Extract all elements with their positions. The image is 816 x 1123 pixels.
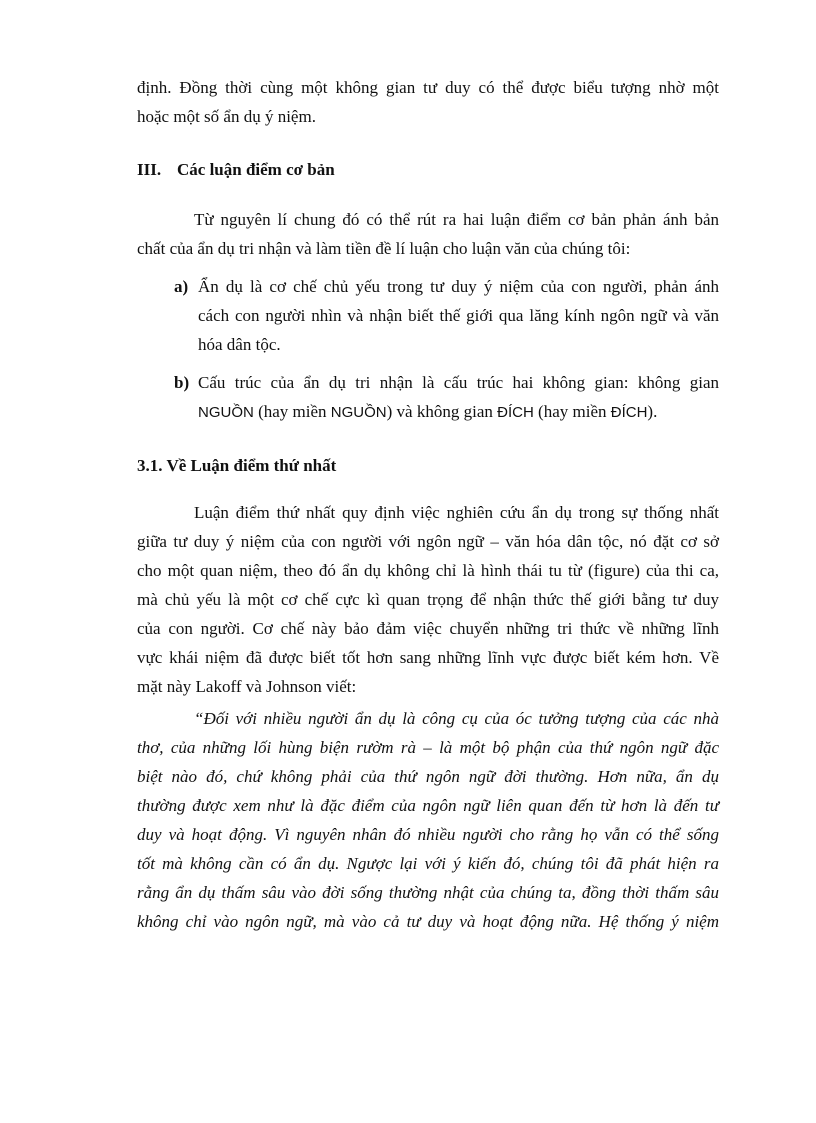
target-term: ĐÍCH	[497, 404, 534, 421]
paragraph	[137, 498, 719, 701]
paragraph	[137, 205, 719, 263]
text-line: định. Đồng thời cùng một không gian tư duy có thể được biểu tượng nhờ một	[137, 78, 719, 97]
text-line: tốt mà không cần có ẩn dụ. Ngược lại với ý kiến đó, chúng tôi đã phát hiện ra	[137, 854, 719, 873]
section-heading	[137, 158, 335, 182]
text-line: biệt nào đó, chứ không phải của thứ ngôn ngữ đời thường. Hơn nữa, ẩn dụ	[137, 767, 719, 786]
text-line: Từ nguyên lí chung đó có thể rút ra hai luận điểm cơ bản phản ánh bản	[194, 210, 719, 229]
section-title: Các luận điểm cơ bản	[177, 160, 335, 179]
text-line: cho một quan niệm, theo đó ẩn dụ không chỉ là hình thái tu từ (figure) của thi ca,	[137, 561, 719, 580]
text-line: Cấu trúc của ẩn dụ tri nhận là cấu trúc hai không gian: không gian	[198, 373, 719, 392]
list-marker: b)	[174, 373, 190, 392]
list-item	[174, 272, 719, 359]
intro-paragraph	[137, 73, 719, 131]
text-line: cách con người nhìn và nhận biết thế giới qua lăng kính ngôn ngữ và văn	[198, 306, 719, 325]
text-line: NGUỒN (hay miền NGUỒN) và không gian ĐÍCH (hay miền ĐÍCH).	[198, 402, 658, 421]
text-line: của con người. Cơ chế này bảo đảm việc chuyển những tri thức về những lĩnh	[137, 619, 719, 638]
text-line: rằng ẩn dụ thấm sâu vào đời sống thường nhật của chúng ta, đồng thời thấm sâu	[137, 883, 719, 902]
text-line: duy và hoạt động. Vì nguyên nhân đó nhiều người cho rằng họ vẫn có thể sống	[137, 825, 719, 844]
text-line: hoặc một số ẩn dụ ý niệm.	[137, 107, 316, 126]
text-line: mặt này Lakoff và Johnson viết:	[137, 677, 357, 696]
text-line: không chỉ vào ngôn ngữ, mà vào cả tư duy và hoạt động nữa. Hệ thống ý niệm	[137, 912, 719, 931]
subsection-heading: 3.1. Về Luận điểm thứ nhất	[137, 456, 337, 475]
text-line: Ẩn dụ là cơ chế chủ yếu trong tư duy ý niệm của con người, phản ánh	[198, 277, 719, 296]
list-marker: a)	[174, 277, 189, 296]
target-term: ĐÍCH	[610, 404, 648, 421]
list-item	[174, 368, 719, 427]
text-line: Luận điểm thứ nhất quy định việc nghiên cứu ẩn dụ trong sự thống nhất	[194, 503, 719, 522]
text-line: thơ, của những lối hùng biện rườm rà – là một bộ phận của thứ ngôn ngữ đặc	[137, 738, 719, 757]
text-line: “Đối với nhiều người ẩn dụ là công cụ của óc tưởng tượng của các nhà	[194, 709, 719, 728]
text-line: chất của ẩn dụ tri nhận và làm tiền đề lí luận cho luận văn của chúng tôi:	[137, 239, 631, 258]
text-line: hóa dân tộc.	[198, 335, 281, 354]
text-line: giữa tư duy ý niệm của con người với ngôn ngữ – văn hóa dân tộc, nó đặt cơ sở	[137, 532, 719, 551]
section-number: III.	[137, 160, 162, 179]
source-term: NGUỒN	[198, 404, 254, 421]
text-line: vực khái niệm đã được biết tốt hơn sang những lĩnh vực được biết kém hơn. Về	[137, 648, 719, 667]
quotation	[137, 704, 719, 936]
text-line: thường được xem như là đặc điểm của ngôn ngữ liên quan đến từ hơn là đến tư	[137, 796, 719, 815]
text-line: mà chủ yếu là một cơ chế cực kì quan trọng để nhận thức thế giới bằng tư duy	[137, 590, 719, 609]
source-term: NGUỒN	[330, 404, 387, 421]
